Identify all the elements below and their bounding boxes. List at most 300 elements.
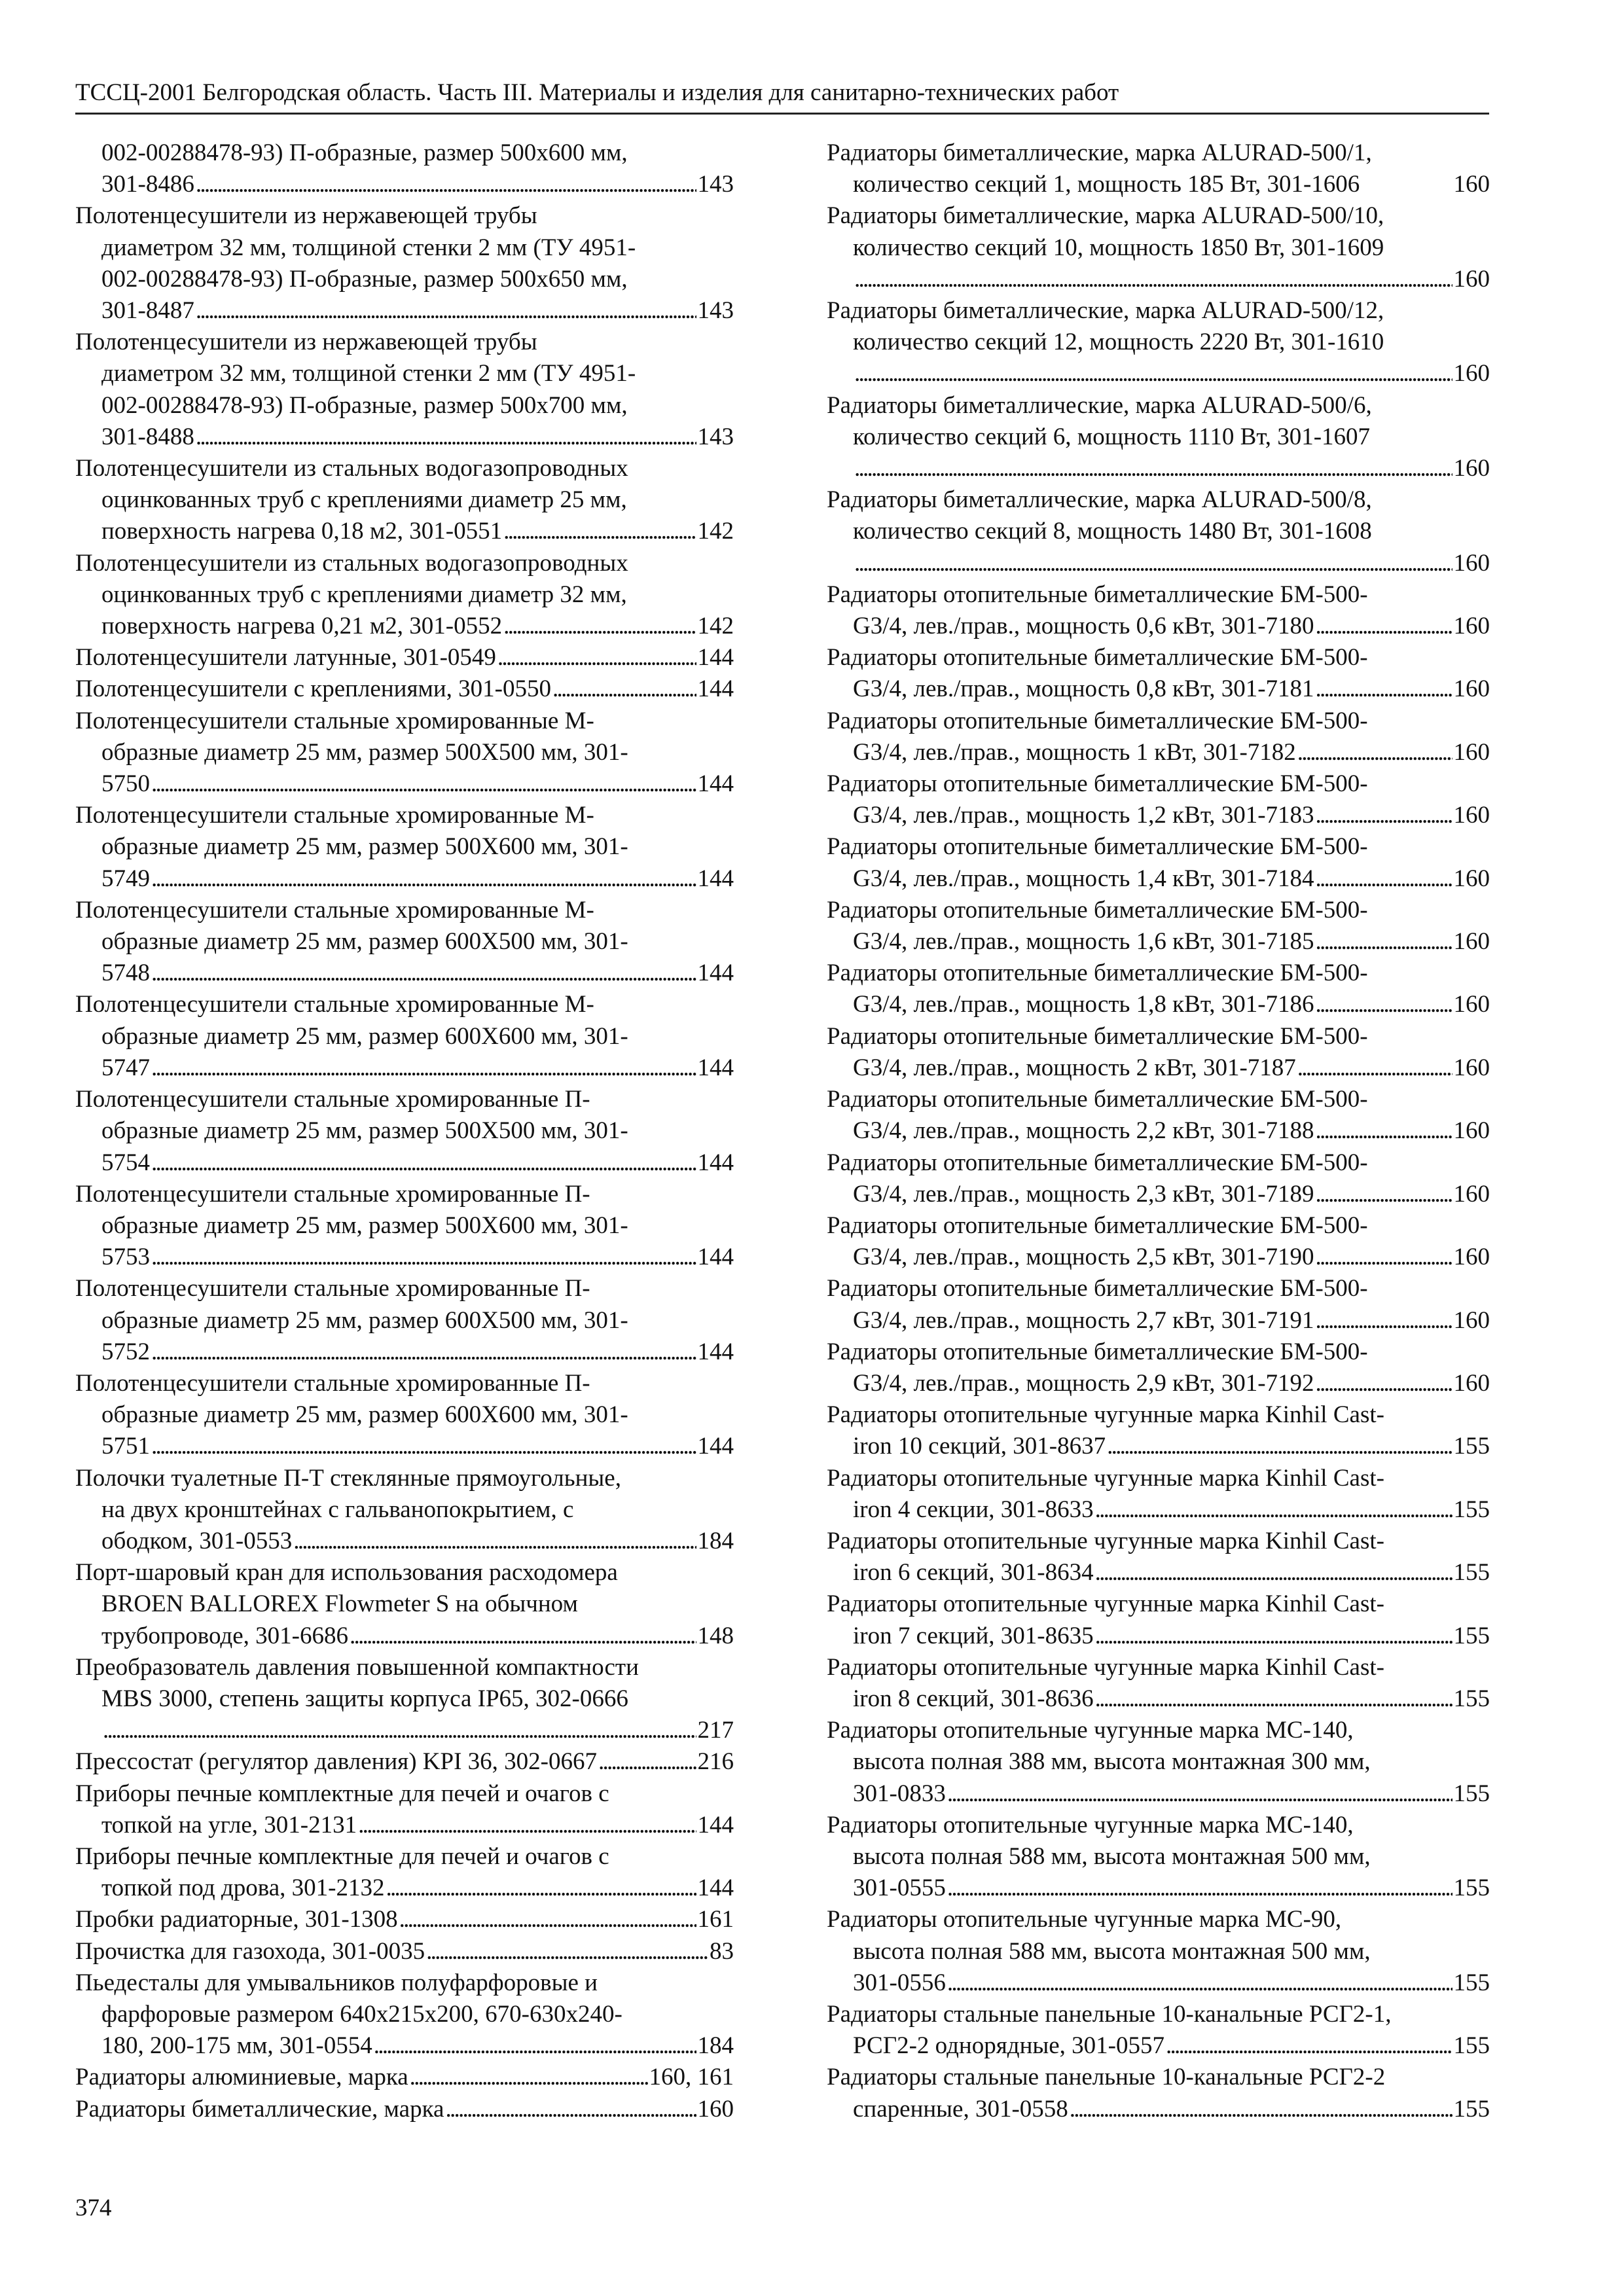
page-reference: 160 [1453,455,1490,482]
entry-text-end: 301-8487 [101,297,194,325]
entry-text-line: Радиаторы биметаллические, марка ALURAD-500/12, [827,297,1384,325]
index-entry [827,2062,1490,2125]
index-entry [827,831,1490,894]
entry-text-line: оцинкованных труб с креплениями диаметр 32 мм, [101,581,627,608]
index-entry [75,1904,734,1935]
entry-text-line: Радиаторы биметаллические, марка ALURAD-500/1, [827,139,1372,166]
entry-last-line [75,169,734,200]
page-reference: 161 [697,1906,734,1933]
entry-text-line: Преобразователь давления повышенной компактности [75,1653,639,1681]
index-entry [75,800,734,895]
leader-dots [151,1431,696,1462]
entry-text-end: 5748 [101,960,150,987]
entry-last-line [827,989,1490,1020]
entry-text-end: 301-8486 [101,171,194,198]
entry-text-line: Радиаторы отопительные биметаллические БМ-500- [827,833,1368,861]
entry-text-line: Радиаторы стальные панельные 10-канальные РСГ2-1, [827,2000,1392,2028]
entry-text-end: G3/4, лев./прав., мощность 2,2 кВт, 301-7188 [853,1117,1314,1145]
leader-dots [1316,673,1453,705]
entry-text-line: Радиаторы отопительные биметаллические БМ-500- [827,960,1368,987]
leader-dots [1316,863,1453,895]
index-entry [827,1336,1490,1399]
page-reference: 160 [1453,1054,1490,1081]
entry-text-end: Прессостат (регулятор давления) KPI 36, 302-0667 [75,1748,597,1776]
leader-dots [1095,1557,1453,1588]
page-reference: 142 [697,613,734,640]
entry-last-line [827,169,1490,200]
page-reference: 184 [697,1527,734,1554]
page-reference: 160 [1453,360,1490,387]
index-entry [827,1715,1490,1810]
page-reference: 142 [697,518,734,545]
page-reference: 160 [1453,171,1490,198]
entry-text-line: образные диаметр 25 мм, размер 600Х500 мм, 301- [101,1306,628,1334]
leader-dots [1107,1431,1452,1462]
leader-dots [1095,1621,1453,1652]
entry-text-line: образные диаметр 25 мм, размер 600Х600 мм, 301- [101,1022,628,1050]
leader-dots [151,958,696,989]
entry-text-line: образные диаметр 25 мм, размер 500Х500 мм, 301- [101,1117,628,1145]
entry-text-end: 180, 200-175 мм, 301-0554 [101,2032,372,2060]
index-entry [827,1273,1490,1336]
index-entry [827,1810,1490,1905]
entry-text-line: фарфоровые размером 640х215х200, 670-630х240- [101,2000,623,2028]
page-reference: 155 [1453,1496,1490,1523]
entry-text-line: количество секций 6, мощность 1110 Вт, 301-1607 [853,423,1371,450]
page-number: 374 [75,2195,112,2221]
entry-text-end: 301-8488 [101,423,194,450]
entry-text-line: Радиаторы отопительные чугунные марка Kinhil Cast- [827,1653,1384,1681]
entry-last-line [75,1242,734,1273]
entry-text-line: Радиаторы отопительные биметаллические БМ-500- [827,1149,1368,1176]
entry-last-line [75,2094,734,2125]
page-reference: 144 [697,960,734,987]
entry-last-line [827,1683,1490,1715]
leader-dots [1166,2030,1453,2062]
entry-text-line: диаметром 32 мм, толщиной стенки 2 мм (ТУ 4951- [101,360,636,387]
entry-text-end: спаренные, 301-0558 [853,2095,1068,2123]
index-entry [827,1526,1490,1588]
entry-text-end: Радиаторы биметаллические, марка [75,2095,444,2123]
entry-text-line: Полотенцесушители из стальных водогазопроводных [75,549,628,577]
entry-last-line [75,516,734,547]
index-entry [827,706,1490,768]
entry-text-end: G3/4, лев./прав., мощность 2,3 кВт, 301-7189 [853,1180,1314,1208]
entry-text-line: количество секций 10, мощность 1850 Вт, 301-1609 [853,234,1384,261]
leader-dots [1316,800,1453,831]
entry-text-line: Порт-шаровый кран для использования расходомера [75,1559,618,1587]
entry-text-end: iron 4 секции, 301-8633 [853,1496,1094,1523]
entry-last-line [75,295,734,327]
entry-text-line: оцинкованных труб с креплениями диаметр 25 мм, [101,486,627,514]
leader-dots [1297,737,1453,768]
index-entry [75,1557,734,1652]
entry-last-line [75,863,734,895]
entry-text-line: Радиаторы отопительные чугунные марка МС-90, [827,1906,1342,1933]
entry-text-line: Полотенцесушители стальные хромированные М- [75,802,594,829]
entry-text-end: топкой на угле, 301-2131 [101,1811,357,1839]
entry-text-end: РСГ2-2 однорядные, 301-0557 [853,2032,1164,2060]
page-reference: 217 [697,1717,734,1744]
leader-dots [1070,2094,1453,2125]
entry-text-end: 301-0556 [853,1969,946,1996]
entry-text-line: Радиаторы отопительные биметаллические БМ-500- [827,581,1368,608]
entry-text-line: Радиаторы отопительные чугунные марка Kinhil Cast- [827,1401,1384,1429]
leader-dots [1316,926,1453,958]
entry-text-end: Полотенцесушители с креплениями, 301-0550 [75,675,551,703]
entry-text-line: Полотенцесушители из стальных водогазопроводных [75,455,628,482]
entry-text-end: топкой под дрова, 301-2132 [101,1874,385,1902]
index-entry [75,895,734,990]
index-entry [827,1021,1490,1084]
entry-last-line [827,800,1490,831]
entry-last-line [827,1778,1490,1810]
leader-dots [410,2062,648,2093]
leader-dots [151,1336,696,1368]
page-reference: 160 [1453,1117,1490,1145]
index-entry [75,642,734,673]
index-entry [75,1652,734,1747]
leader-dots [426,1936,708,1967]
entry-text-end: G3/4, лев./прав., мощность 2,7 кВт, 301-7191 [853,1306,1314,1334]
page-reference: 144 [697,865,734,892]
leader-dots [196,422,696,453]
index-entry [75,706,734,800]
entry-last-line [75,1621,734,1652]
entry-text-line: 002-00288478-93) П-образные, размер 500х700 мм, [101,391,628,419]
entry-last-line [75,1336,734,1368]
index-entry [827,579,1490,642]
leader-dots [196,169,696,200]
index-entry [75,1368,734,1463]
leader-dots [151,768,696,800]
page-reference: 160 [1453,928,1490,956]
entry-text-line: высота полная 588 мм, высота монтажная 500 мм, [853,1842,1371,1870]
leader-dots [1297,1052,1453,1084]
entry-text-end: iron 8 секций, 301-8636 [853,1685,1094,1712]
entry-last-line [827,673,1490,705]
entry-last-line [75,642,734,673]
page-reference: 143 [697,171,734,198]
leader-dots [854,358,1453,389]
leader-dots [445,2094,696,2125]
index-entry [75,1967,734,2062]
entry-text-line: образные диаметр 25 мм, размер 600Х500 мм, 301- [101,928,628,956]
leader-dots [552,673,696,705]
leader-dots [151,1147,696,1179]
page-reference: 144 [697,1149,734,1176]
entry-last-line [75,1526,734,1557]
entry-last-line [75,2030,734,2062]
page-reference: 144 [697,1244,734,1271]
leader-dots [1316,989,1453,1020]
entry-last-line [827,1431,1490,1462]
entry-last-line [827,737,1490,768]
entry-last-line [827,1115,1490,1147]
index-entry [827,1399,1490,1462]
index-entry [75,1463,734,1558]
leader-dots [103,1715,696,1746]
entry-text-line: Радиаторы отопительные биметаллические БМ-500- [827,1275,1368,1302]
page-reference: 184 [697,2032,734,2060]
entry-last-line [75,2062,734,2093]
leader-dots [151,1242,696,1273]
leader-dots [399,1904,696,1935]
index-entry [75,673,734,705]
entry-last-line [75,1873,734,1904]
leader-dots [1316,1115,1453,1147]
entry-text-line: Радиаторы биметаллические, марка ALURAD-500/6, [827,391,1372,419]
index-entry [75,1084,734,1179]
entry-text-line: образные диаметр 25 мм, размер 500Х500 мм, 301- [101,738,628,766]
leader-dots [1316,1368,1453,1399]
entry-last-line [75,1052,734,1084]
entry-text-line: Радиаторы отопительные биметаллические БМ-500- [827,707,1368,734]
entry-last-line [75,1746,734,1778]
entry-text-line: Радиаторы биметаллические, марка ALURAD-500/10, [827,202,1384,230]
entry-text-end: количество секций 1, мощность 185 Вт, 301-1606 [853,171,1360,198]
leader-dots [1095,1494,1453,1526]
entry-text-line: Приборы печные комплектные для печей и очагов с [75,1842,609,1870]
entry-text-line: BROEN BALLOREX Flowmeter S на обычном [101,1590,578,1618]
page-reference: 148 [697,1622,734,1649]
index-entry [827,642,1490,705]
entry-text-line: Пьедесталы для умывальников полуфарфоровые и [75,1969,598,1996]
entry-text-line: MBS 3000, степень защиты корпуса IP65, 302-0666 [101,1685,628,1712]
leader-dots [503,516,696,547]
entry-last-line [75,1810,734,1841]
entry-last-line [75,673,734,705]
index-entry [827,895,1490,958]
entry-text-line: Радиаторы отопительные чугунные марка Kinhil Cast- [827,1527,1384,1554]
page-reference: 143 [697,297,734,325]
entry-text-line: Радиаторы отопительные чугунные марка МС-140, [827,1717,1354,1744]
index-entry [75,1936,734,1967]
entry-text-line: образные диаметр 25 мм, размер 500Х600 мм, 301- [101,833,628,861]
leader-dots [151,863,696,895]
entry-text-line: Полотенцесушители стальные хромированные П- [75,1275,590,1302]
leader-dots [854,453,1453,484]
entry-last-line [75,1147,734,1179]
page-reference: 160 [1453,802,1490,829]
page-reference: 160 [1453,613,1490,640]
entry-last-line [827,1967,1490,1999]
entry-text-line: на двух кронштейнах с гальванопокрытием, с [101,1496,574,1523]
entry-text-end: G3/4, лев./прав., мощность 0,8 кВт, 301-7181 [853,675,1314,703]
entry-text-line: Полотенцесушители из нержавеющей трубы [75,202,537,230]
entry-last-line [827,2094,1490,2125]
entry-text-line: Радиаторы стальные панельные 10-канальные РСГ2-2 [827,2064,1386,2091]
page-reference: 160 [1453,265,1490,293]
page-reference: 160 [1453,991,1490,1018]
index-entry [75,2062,734,2093]
index-entry [75,137,734,200]
entry-text-line: Радиаторы отопительные чугунные марка Kinhil Cast- [827,1590,1384,1618]
index-entry [827,1999,1490,2062]
leader-dots [386,1873,696,1904]
entry-text-line: Радиаторы отопительные чугунные марка МС-140, [827,1811,1354,1839]
entry-text-line: Радиаторы отопительные биметаллические БМ-500- [827,1022,1368,1050]
entry-text-line: Полотенцесушители стальные хромированные М- [75,991,594,1018]
leader-dots [947,1778,1453,1810]
page-reference: 160 [1453,1306,1490,1334]
entry-text-end: 5754 [101,1149,150,1176]
entry-text-end: 5752 [101,1338,150,1365]
page-reference: 155 [1453,1780,1490,1807]
entry-text-end: 5747 [101,1054,150,1081]
entry-text-end: G3/4, лев./прав., мощность 1,4 кВт, 301-7184 [853,865,1314,892]
leader-dots [1316,1179,1453,1210]
page-reference: 155 [1453,2032,1490,2060]
index-entry [75,1273,734,1368]
page-reference: 144 [697,1874,734,1902]
entry-text-end: G3/4, лев./прав., мощность 1,6 кВт, 301-7185 [853,928,1314,956]
index-entry [827,484,1490,579]
entry-text-end: G3/4, лев./прав., мощность 1 кВт, 301-7182 [853,738,1296,766]
entry-text-line: высота полная 588 мм, высота монтажная 500 мм, [853,1937,1371,1965]
page-reference: 144 [697,675,734,703]
entry-last-line [827,1873,1490,1904]
entry-last-line [827,264,1490,295]
leader-dots [293,1526,696,1557]
entry-last-line [827,1179,1490,1210]
entry-text-line: Полотенцесушители стальные хромированные П- [75,1086,590,1113]
entry-text-line: Радиаторы отопительные чугунные марка Kinhil Cast- [827,1464,1384,1492]
page-reference: 160, 161 [649,2064,734,2091]
entry-text-line: диаметром 32 мм, толщиной стенки 2 мм (ТУ 4951- [101,234,636,261]
entry-text-end: 5749 [101,865,150,892]
entry-text-line: Радиаторы отопительные биметаллические БМ-500- [827,1211,1368,1239]
entry-last-line [75,1715,734,1746]
entry-last-line [827,1494,1490,1526]
leader-dots [350,1621,696,1652]
entry-text-end: 5753 [101,1244,150,1271]
entry-text-end: iron 10 секций, 301-8637 [853,1433,1106,1460]
entry-text-line: Приборы печные комплектные для печей и очагов с [75,1780,609,1807]
entry-last-line [827,1621,1490,1652]
entry-last-line [827,863,1490,895]
index-entry [827,1084,1490,1147]
entry-text-end: G3/4, лев./прав., мощность 1,8 кВт, 301-7186 [853,991,1314,1018]
entry-last-line [827,358,1490,389]
entry-text-end: G3/4, лев./прав., мощность 2,5 кВт, 301-7190 [853,1244,1314,1271]
entry-text-end: 5750 [101,770,150,798]
entry-last-line [75,958,734,989]
index-entry [827,1904,1490,1999]
index-entry [75,1179,734,1274]
index-entry [75,1746,734,1778]
index-entry [75,548,734,643]
entry-text-end: поверхность нагрева 0,18 м2, 301-0551 [101,518,503,545]
entry-text-line: образные диаметр 25 мм, размер 600Х600 мм, 301- [101,1401,628,1429]
entry-text-end: iron 6 секций, 301-8634 [853,1559,1094,1587]
entry-last-line [827,1052,1490,1084]
leader-dots [947,1873,1453,1904]
page-reference: 160 [1453,1369,1490,1397]
entry-text-end: Радиаторы алюминиевые, марка [75,2064,408,2091]
entry-text-line: Полотенцесушители стальные хромированные П- [75,1180,590,1208]
entry-text-line: высота полная 388 мм, высота монтажная 300 мм, [853,1748,1371,1776]
page-reference: 83 [710,1937,734,1965]
page-reference: 155 [1453,1622,1490,1649]
entry-text-line: Радиаторы отопительные биметаллические БМ-500- [827,1086,1368,1113]
entry-text-end: ободком, 301-0553 [101,1527,293,1554]
entry-last-line [827,1557,1490,1588]
index-entry [827,295,1490,390]
entry-last-line [827,926,1490,958]
entry-text-line: 002-00288478-93) П-образные, размер 500х600 мм, [101,139,628,166]
entry-text-end: G3/4, лев./прав., мощность 0,6 кВт, 301-7180 [853,613,1314,640]
entry-text-end: 301-0833 [853,1780,946,1807]
page-reference: 155 [1453,1874,1490,1902]
page-reference: 143 [697,423,734,450]
leader-dots [854,264,1453,295]
entry-text-line: количество секций 12, мощность 2220 Вт, 301-1610 [853,329,1384,356]
entry-last-line [75,1936,734,1967]
entry-last-line [75,422,734,453]
leader-dots [503,611,696,642]
entry-text-end: iron 7 секций, 301-8635 [853,1622,1094,1649]
index-entry [75,989,734,1084]
index-entry [827,137,1490,200]
leader-dots [151,1052,696,1084]
leader-dots [854,548,1453,579]
entry-last-line [75,611,734,642]
page-reference: 155 [1453,2095,1490,2123]
page-reference: 160 [1453,675,1490,703]
index-entry [75,2094,734,2125]
page-reference: 144 [697,644,734,672]
index-entry [75,453,734,548]
page-reference: 160 [1453,1180,1490,1208]
entry-text-line: Радиаторы отопительные биметаллические БМ-500- [827,644,1368,672]
index-entry [827,1652,1490,1715]
entry-text-line: Полотенцесушители стальные хромированные М- [75,707,594,734]
leader-dots [1316,1242,1453,1273]
leader-dots [374,2030,696,2062]
page-reference: 144 [697,1811,734,1839]
page-reference: 160 [1453,1244,1490,1271]
entry-text-line: 002-00288478-93) П-образные, размер 500х650 мм, [101,265,628,293]
entry-text-line: количество секций 8, мощность 1480 Вт, 301-1608 [853,518,1372,545]
entry-text-end: Пробки радиаторные, 301-1308 [75,1906,398,1933]
leader-dots [1095,1683,1453,1715]
page-reference: 155 [1453,1559,1490,1587]
index-entry [827,1588,1490,1651]
entry-last-line [75,768,734,800]
index-entry [827,390,1490,485]
leader-dots [598,1746,696,1778]
page-reference: 144 [697,1338,734,1365]
index-column-left [75,137,734,2125]
entry-text-end: трубопроводе, 301-6686 [101,1622,348,1649]
leader-dots [497,642,696,673]
index-entry [827,1210,1490,1273]
entry-last-line [827,1305,1490,1336]
entry-text-end: 5751 [101,1433,150,1460]
page-reference: 155 [1453,1433,1490,1460]
leader-dots [196,295,696,327]
index-entry [75,200,734,327]
page-reference: 160 [1453,865,1490,892]
entry-last-line [75,1431,734,1462]
entry-text-end: Прочистка для газохода, 301-0035 [75,1937,425,1965]
page-reference: 216 [697,1748,734,1776]
index-column-right [827,137,1490,2125]
page-reference: 155 [1453,1969,1490,1996]
entry-last-line [827,1368,1490,1399]
index-entry [75,1841,734,1904]
